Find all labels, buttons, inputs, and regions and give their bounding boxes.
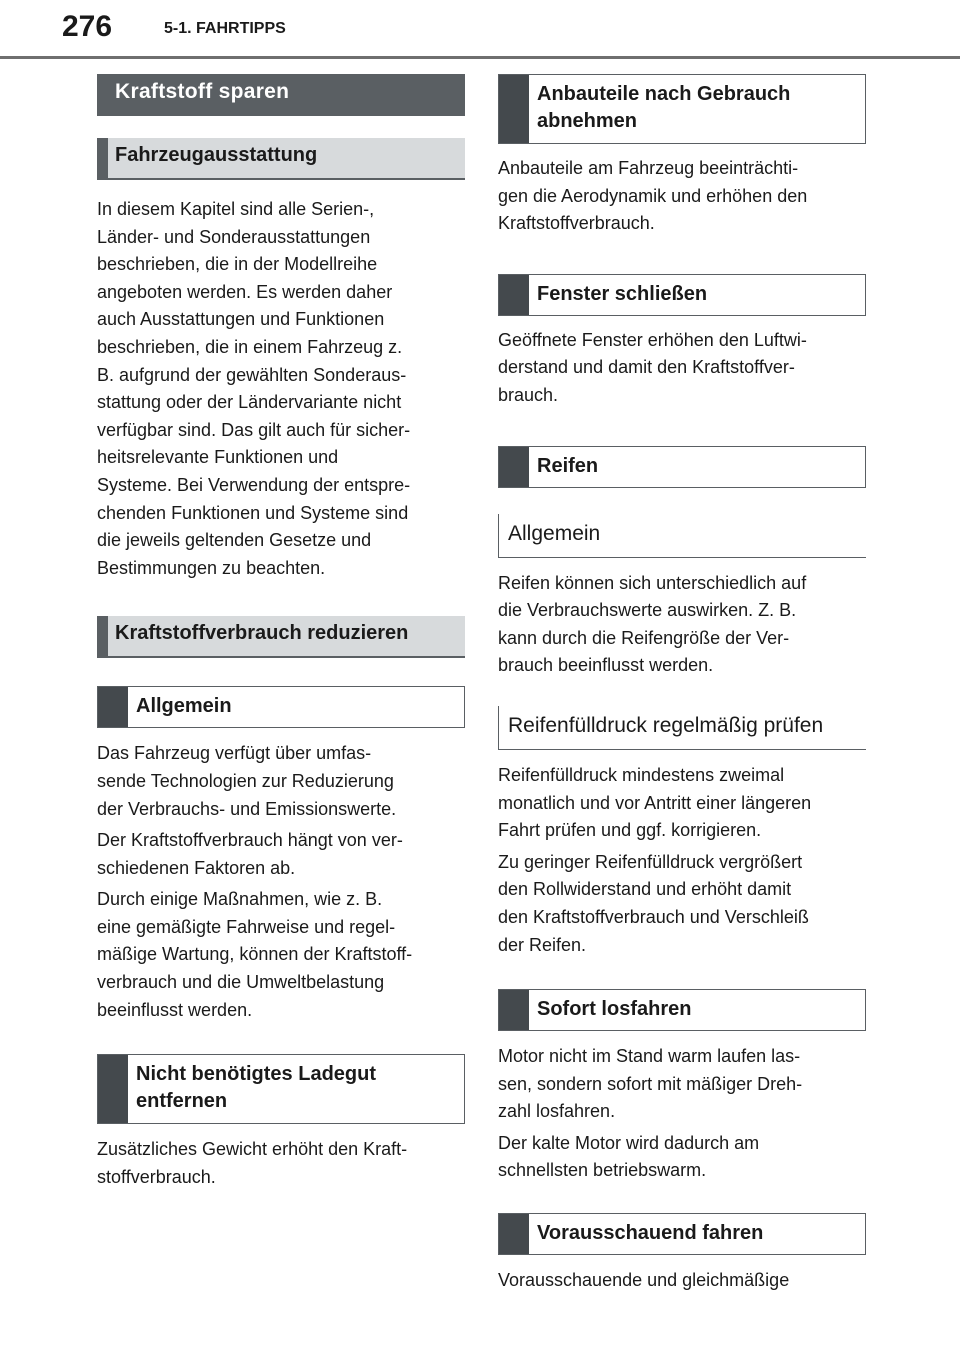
heading-fenster-schliessen: Fenster schließen bbox=[498, 274, 866, 316]
paragraph-vorausschauend: Vorausschauende und gleichmäßige bbox=[498, 1270, 790, 1291]
chapter-title: 5-1. FAHRTIPPS bbox=[164, 20, 286, 37]
page-header bbox=[0, 0, 960, 60]
paragraph-sofort-losfahren-1: Motor nicht im Stand warm laufen las- sen, sondern sofort mit mäßiger Dreh- zahl losfahren. bbox=[498, 1046, 803, 1122]
paragraph-ladegut: Zusätzliches Gewicht erhöht den Kraft- stoffverbrauch. bbox=[97, 1139, 408, 1187]
paragraph-fenster: Geöffnete Fenster erhöhen den Luftwi- derstand und damit den Kraftstoffver- brauch. bbox=[498, 329, 807, 405]
heading-reifenfuelldruck: Reifenfülldruck regelmäßig prüfen bbox=[498, 706, 866, 750]
paragraph-fahrzeugausstattung: In diesem Kapitel sind alle Serien-, Länder- und Sonderausstattungen beschrieben, die in der Modellreihe angeboten werden. Es werden daher auch Ausstattungen und Funktionen beschrieben, die in einem Fahrzeug z. B. aufgrund der gewählten Sonderaus- stattung oder der Ländervariante nicht verfügbar sind. Das gilt auch für sicher- heitsrelevante Funktionen und Systeme. Bei Verwendung der entspre- chenden Funktionen und Systeme sind die jeweils geltenden Gesetze und Bestimmungen zu beachten. bbox=[97, 199, 411, 578]
paragraph-allgemein-2: Der Kraftstoffverbrauch hängt von ver- schiedenen Faktoren ab. bbox=[97, 830, 403, 878]
heading-kraftstoffverbrauch-reduzieren: Kraftstoffverbrauch reduzieren bbox=[97, 616, 465, 658]
heading-anbauteile: Anbauteile nach Gebrauch abnehmen bbox=[498, 74, 866, 144]
heading-reifen-allgemein: Allgemein bbox=[498, 514, 866, 558]
page-number: 276 bbox=[62, 10, 113, 43]
heading-reifen: Reifen bbox=[498, 446, 866, 488]
header-divider bbox=[0, 56, 960, 59]
paragraph-reifenfuelldruck-2: Zu geringer Reifenfülldruck vergrößert den Rollwiderstand und erhöht damit den Kraftstoffverbrauch und Verschleiß der Reifen. bbox=[498, 851, 809, 955]
paragraph-sofort-losfahren-2: Der kalte Motor wird dadurch am schnellsten betriebswarm. bbox=[498, 1132, 760, 1181]
paragraph-anbauteile: Anbauteile am Fahrzeug beeinträchti- gen die Aerodynamik und erhöhen den Kraftstoffverbrauch. bbox=[498, 158, 808, 234]
paragraph-allgemein-3: Durch einige Maßnahmen, wie z. B. eine gemäßigte Fahrweise und regel- mäßige Wartung, können der Kraftstoff- verbrauch und die Umweltbelastung beeinflusst werden. bbox=[97, 889, 413, 1020]
left-column bbox=[97, 74, 465, 1195]
heading-vorausschauend-fahren: Vorausschauend fahren bbox=[498, 1213, 866, 1255]
heading-sofort-losfahren: Sofort losfahren bbox=[498, 989, 866, 1031]
main-heading-kraftstoff-sparen: Kraftstoff sparen bbox=[97, 74, 465, 116]
paragraph-reifen-allgemein: Reifen können sich unterschiedlich auf die Verbrauchswerte auswirken. Z. B. kann durch die Reifengröße der Ver- brauch beeinflusst werden. bbox=[498, 572, 807, 676]
heading-fahrzeugausstattung: Fahrzeugausstattung bbox=[97, 138, 465, 180]
paragraph-allgemein-1: Das Fahrzeug verfügt über umfas- sende Technologien zur Reduzierung der Verbrauchs- und Emissionswerte. bbox=[97, 743, 397, 819]
heading-allgemein: Allgemein bbox=[97, 686, 465, 728]
paragraph-reifenfuelldruck-1: Reifenfülldruck mindestens zweimal monatlich und vor Antritt einer längeren Fahrt prüfen und ggf. korrigieren. bbox=[498, 764, 812, 841]
right-column bbox=[498, 74, 866, 1299]
heading-ladegut-entfernen: Nicht benötigtes Ladegut entfernen bbox=[97, 1054, 465, 1124]
